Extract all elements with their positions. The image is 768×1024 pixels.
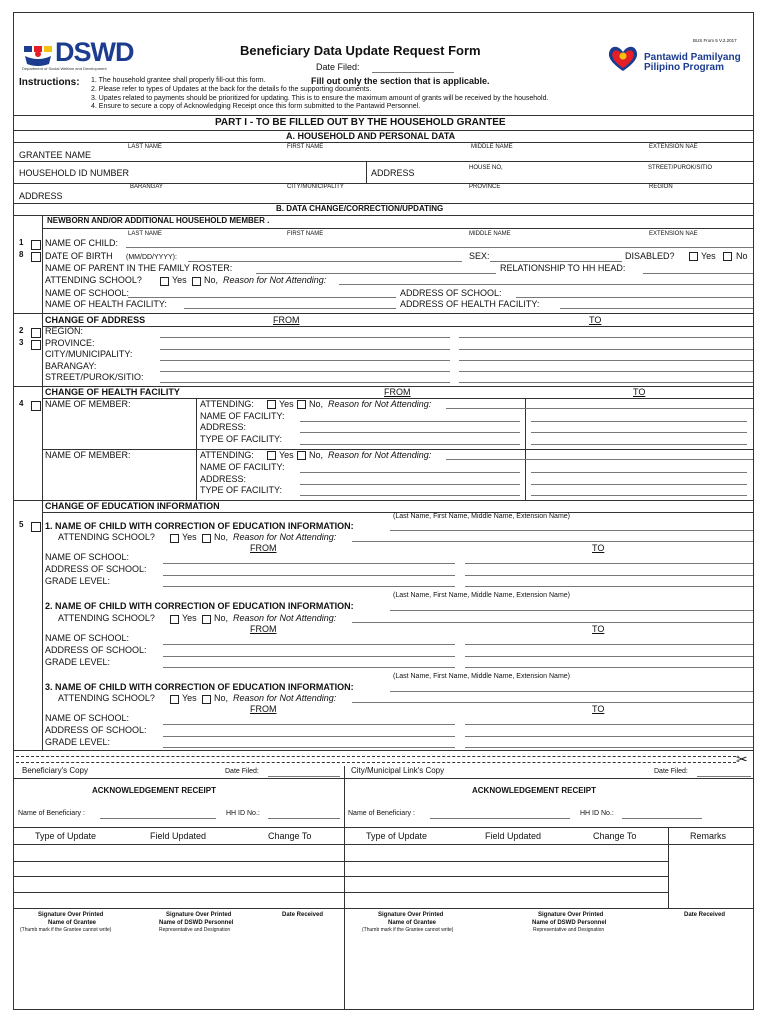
hf-from-field-2a[interactable] — [300, 472, 520, 473]
item-number-5: 5 — [19, 520, 24, 529]
hf-to-field-1c[interactable] — [531, 444, 747, 445]
ben-date-filed-field[interactable] — [268, 776, 340, 777]
edu-hint-1: (Last Name, First Name, Middle Name, Extension Name) — [393, 513, 570, 520]
cut-line-1 — [16, 756, 736, 757]
edu-reason-field-1[interactable] — [352, 541, 753, 542]
sex-field[interactable] — [490, 261, 622, 262]
edu-grade-label-1: GRADE LEVEL: — [45, 576, 111, 586]
item-number-4: 4 — [19, 399, 24, 408]
address-checkbox-3[interactable] — [31, 340, 41, 350]
item-number-1: 1 — [19, 238, 24, 247]
child-last-name-header: LAST NAME — [128, 231, 162, 237]
edu-hint-3: (Last Name, First Name, Middle Name, Extension Name) — [393, 673, 570, 680]
ben-sig2-line3: Representative and Designation — [159, 927, 231, 933]
addr-to-field-2[interactable] — [459, 349, 753, 350]
edu-from-2: FROM — [250, 624, 277, 634]
hf-attending-yes-checkbox-1[interactable] — [267, 400, 276, 409]
grantee-first-name-header: FIRST NAME — [287, 144, 324, 150]
change-edu-title: CHANGE OF EDUCATION INFORMATION — [45, 501, 220, 511]
newborn-hf-addr-label: ADDRESS OF HEALTH FACILITY: — [400, 299, 540, 309]
newborn-title: NEWBORN AND/OR ADDITIONAL HOUSEHOLD MEMBER . — [47, 216, 270, 225]
edu-school-label-1: NAME OF SCHOOL: — [45, 552, 130, 562]
link-date-filed-field[interactable] — [697, 776, 751, 777]
link-date-received: Date Received — [684, 912, 726, 918]
date-filed-field[interactable] — [372, 72, 454, 73]
edu-checkbox-5[interactable] — [31, 522, 41, 532]
link-ack-title: ACKNOWLEDGEMENT RECEIPT — [472, 786, 596, 795]
edu-to-field-1b[interactable] — [465, 575, 753, 576]
addr-from-field-1[interactable] — [160, 337, 450, 338]
grantee-ext-name-header: EXTENSION NAE — [649, 144, 698, 150]
hf-reason-label-1: Reason for Not Attending: — [328, 399, 432, 409]
edu-child-3-label: 3. NAME OF CHILD WITH CORRECTION OF EDUCATION INFORMATION: — [45, 682, 354, 692]
address-checkbox-2[interactable] — [31, 328, 41, 338]
change-hf-from: FROM — [384, 387, 411, 397]
ben-ack-title: ACKNOWLEDGEMENT RECEIPT — [92, 786, 216, 795]
address-label: ADDRESS — [371, 168, 415, 178]
region-label: REGION: — [45, 326, 84, 336]
instruction-1a: 1. The household grantee shall properly fill-out this form. — [91, 77, 266, 84]
section-a-title: A. HOUSEHOLD AND PERSONAL DATA — [286, 131, 456, 141]
dswd-logo-text: DSWD — [55, 37, 134, 67]
instruction-4: 4. Ensure to secure a copy of Acknowledging Receipt once this form submitted to the Pantawid Personnel. — [91, 103, 421, 110]
instruction-3: 3. Upates related to payments should be prioritized for updating. This is to ensure the maximum amount of grants will be received by the household. — [91, 95, 549, 102]
region-header: REGION — [649, 184, 673, 190]
barangay-label: BARANGAY: — [45, 361, 97, 371]
ben-hhid-label: HH ID No.: — [226, 810, 260, 817]
address-label-2: ADDRESS — [19, 191, 63, 201]
edu-school-label-2: NAME OF SCHOOL: — [45, 633, 130, 643]
edu-child-1-field[interactable] — [390, 530, 753, 531]
city-header: CITY/MUNICIPALITY — [287, 184, 344, 190]
link-remarks-header: Remarks — [690, 831, 727, 841]
ben-field-header: Field Updated — [150, 831, 207, 841]
beneficiary-copy-label: Beneficiary's Copy — [22, 766, 88, 775]
edu-attending-label-1: ATTENDING SCHOOL? — [58, 532, 155, 542]
hf-from-field-2c[interactable] — [300, 495, 520, 496]
grantee-last-name-header: LAST NAME — [128, 144, 162, 150]
edu-to-3: TO — [592, 704, 605, 714]
newborn-school-label: NAME OF SCHOOL: — [45, 288, 130, 298]
ben-sig1-line2: Name of Grantee — [48, 920, 97, 926]
dob-label: DATE OF BIRTH — [45, 251, 113, 261]
province-label: PROVINCE: — [45, 338, 95, 348]
hf-attending-no-label-1: No, — [309, 399, 324, 409]
addr-to-field-4[interactable] — [459, 371, 753, 372]
ben-name-label: Name of Beneficiary : — [18, 810, 85, 817]
edu-to-field-2b[interactable] — [465, 656, 753, 657]
addr-from-field-3[interactable] — [160, 360, 450, 361]
edu-reason-label-1: Reason for Not Attending: — [233, 532, 337, 542]
link-name-field[interactable] — [430, 818, 570, 819]
addr-to-field-5[interactable] — [459, 382, 753, 383]
grantee-name-label: GRANTEE NAME — [19, 150, 92, 160]
link-sig1-line1: Signature Over Printed — [378, 912, 444, 918]
hf-attending-no-label-2: No, — [309, 450, 324, 460]
hf-address-label-1: ADDRESS: — [200, 422, 247, 432]
newborn-checkbox-1[interactable] — [31, 240, 41, 250]
section-b-title: B. DATA CHANGE/CORRECTION/UPDATING — [276, 204, 444, 213]
edu-attending-no-label-1: No, — [214, 532, 229, 542]
edu-attending-no-label-3: No, — [214, 693, 229, 703]
newborn-attending-no-label: No, — [204, 275, 219, 285]
ben-change-header: Change To — [268, 831, 312, 841]
ben-date-filed-label: Date Filed: — [225, 768, 259, 775]
disabled-no-label: No — [736, 251, 748, 261]
addr-from-field-5[interactable] — [160, 382, 450, 383]
edu-attending-no-checkbox-1[interactable] — [202, 534, 211, 543]
child-name-label: NAME OF CHILD: — [45, 238, 119, 248]
disabled-yes-checkbox[interactable] — [689, 252, 698, 261]
scissors-icon: ✂ — [736, 751, 748, 767]
hf-attending-yes-label-2: Yes — [279, 450, 294, 460]
edu-child-2-field[interactable] — [390, 610, 753, 611]
newborn-attending-yes-checkbox[interactable] — [160, 277, 169, 286]
pantawid-line2: Pilipino Program — [644, 62, 725, 73]
addr-to-field-1[interactable] — [459, 337, 753, 338]
hf-reason-field-2[interactable] — [446, 459, 753, 460]
ben-sig2-line1: Signature Over Printed — [166, 912, 232, 918]
pantawid-line1: Pantawid Pamilyang — [644, 52, 741, 63]
item-number-3: 3 — [19, 338, 24, 347]
street-label: STREET/PUROK/SITIO: — [45, 372, 144, 382]
link-sig1-line2: Name of Grantee — [388, 920, 437, 926]
pantawid-logo — [606, 44, 640, 72]
hf-attending-yes-label-1: Yes — [279, 399, 294, 409]
hf-type-label-2: TYPE OF FACILITY: — [200, 485, 283, 495]
edu-from-field-1c[interactable] — [163, 586, 455, 587]
link-type-header: Type of Update — [366, 831, 428, 841]
instruction-1b: Fill out only the section that is applicable. — [311, 76, 490, 86]
edu-to-field-1a[interactable] — [465, 563, 753, 564]
newborn-hf-label: NAME OF HEALTH FACILITY: — [45, 299, 167, 309]
grantee-middle-name-header: MIDDLE NAME — [471, 144, 513, 150]
hf-member-label-1: NAME OF MEMBER: — [45, 399, 131, 409]
instruction-2: 2. Please refer to types of Updates at the back for the details fo the supporting documents. — [91, 86, 372, 93]
edu-to-field-3a[interactable] — [465, 724, 753, 725]
newborn-attending-yes-label: Yes — [172, 275, 187, 285]
hf-to-field-1a[interactable] — [531, 421, 747, 422]
addr-from-field-2[interactable] — [160, 349, 450, 350]
part1-title: PART I - TO BE FILLED OUT BY THE HOUSEHOLD GRANTEE — [215, 117, 506, 128]
date-filed-label: Date Filed: — [316, 62, 360, 72]
edu-reason-label-3: Reason for Not Attending: — [233, 693, 337, 703]
street-header: STREET/PUROK/SITIO — [648, 165, 713, 171]
edu-grade-label-2: GRADE LEVEL: — [45, 657, 111, 667]
hf-attending-label-1: ATTENDING: — [200, 399, 254, 409]
link-change-header: Change To — [593, 831, 637, 841]
ben-type-header: Type of Update — [35, 831, 97, 841]
link-sig1-line3: (Thumb mark if the Grantee cannot write) — [362, 927, 454, 933]
edu-child-3-field[interactable] — [390, 691, 753, 692]
hf-to-field-1b[interactable] — [531, 432, 747, 433]
newborn-hf-addr-field[interactable] — [560, 308, 753, 309]
edu-to-field-3c[interactable] — [465, 747, 753, 748]
hf-address-label-2: ADDRESS: — [200, 474, 247, 484]
newborn-attending-no-checkbox[interactable] — [192, 277, 201, 286]
province-header: PROVINCE — [469, 184, 501, 190]
link-copy-label: City/Municipal Link's Copy — [351, 766, 445, 775]
edu-to-1: TO — [592, 543, 605, 553]
dswd-logo — [22, 42, 54, 68]
disabled-yes-label: Yes — [701, 251, 716, 261]
ben-sig1-line3: (Thumb mark if the Grantee cannot write) — [20, 927, 112, 933]
hf-attending-no-checkbox-2[interactable] — [297, 451, 306, 460]
edu-from-3: FROM — [250, 704, 277, 714]
edu-attending-yes-label-1: Yes — [182, 532, 197, 542]
edu-from-field-1a[interactable] — [163, 563, 455, 564]
newborn-reason-field[interactable] — [339, 284, 753, 285]
edu-from-field-3b[interactable] — [163, 736, 455, 737]
change-address-from: FROM — [273, 315, 300, 325]
newborn-school-addr-field[interactable] — [516, 297, 753, 298]
barangay-header: BARANGAY — [130, 184, 163, 190]
newborn-school-addr-label: ADDRESS OF SCHOOL: — [400, 288, 502, 298]
item-number-2: 2 — [19, 326, 24, 335]
ben-hhid-field[interactable] — [268, 818, 340, 819]
hf-from-field-1c[interactable] — [300, 444, 520, 445]
link-hhid-label: HH ID No.: — [580, 810, 614, 817]
link-sig2-line1: Signature Over Printed — [538, 912, 604, 918]
newborn-school-field[interactable] — [128, 297, 396, 298]
dob-format: (MM/DD/YYYY): — [126, 254, 177, 261]
edu-hint-2: (Last Name, First Name, Middle Name, Extension Name) — [393, 592, 570, 599]
item-number-8: 8 — [19, 250, 24, 259]
hf-to-field-2a[interactable] — [531, 472, 747, 473]
cut-line-2 — [16, 762, 736, 763]
newborn-checkbox-8[interactable] — [31, 252, 41, 262]
hf-attending-no-checkbox-1[interactable] — [297, 400, 306, 409]
hf-to-field-2c[interactable] — [531, 495, 747, 496]
edu-addr-label-2: ADDRESS OF SCHOOL: — [45, 645, 147, 655]
edu-from-1: FROM — [250, 543, 277, 553]
edu-attending-yes-label-3: Yes — [182, 693, 197, 703]
newborn-reason-label: Reason for Not Attending: — [223, 275, 327, 285]
addr-to-field-3[interactable] — [459, 360, 753, 361]
edu-to-field-1c[interactable] — [465, 586, 753, 587]
dswd-subtitle: Department of Social Welfare and Development — [22, 66, 107, 71]
child-first-name-header: FIRST NAME — [287, 231, 324, 237]
edu-attending-no-checkbox-2[interactable] — [202, 615, 211, 624]
link-field-header: Field Updated — [485, 831, 542, 841]
edu-from-field-3a[interactable] — [163, 724, 455, 725]
form-code: BUS From 5 V.2.2017 — [693, 38, 737, 43]
change-address-to: TO — [589, 315, 602, 325]
hf-reason-field-1[interactable] — [446, 408, 753, 409]
edu-attending-no-label-2: No, — [214, 613, 229, 623]
hf-facility-label-2: NAME OF FACILITY: — [200, 462, 285, 472]
edu-from-field-3c[interactable] — [163, 747, 455, 748]
parent-name-label: NAME OF PARENT IN THE FAMILY ROSTER: — [45, 263, 233, 273]
disabled-no-checkbox[interactable] — [723, 252, 732, 261]
edu-grade-label-3: GRADE LEVEL: — [45, 737, 111, 747]
hf-attending-yes-checkbox-2[interactable] — [267, 451, 276, 460]
edu-child-2-label: 2. NAME OF CHILD WITH CORRECTION OF EDUCATION INFORMATION: — [45, 601, 354, 611]
ben-date-received: Date Received — [282, 912, 324, 918]
edu-attending-no-checkbox-3[interactable] — [202, 695, 211, 704]
edu-to-field-2c[interactable] — [465, 667, 753, 668]
hf-type-label-1: TYPE OF FACILITY: — [200, 434, 283, 444]
edu-attending-label-3: ATTENDING SCHOOL? — [58, 693, 155, 703]
link-sig2-line3: Representative and Designation — [533, 927, 605, 933]
house-no-header: HOUSE NO, — [469, 165, 503, 171]
edu-from-field-2b[interactable] — [163, 656, 455, 657]
edu-attending-label-2: ATTENDING SCHOOL? — [58, 613, 155, 623]
newborn-attending-label: ATTENDING SCHOOL? — [45, 275, 142, 285]
change-hf-title: CHANGE OF HEALTH FACILITY — [45, 387, 180, 397]
link-date-filed-label: Date Filed: — [654, 768, 688, 775]
link-hhid-field[interactable] — [622, 818, 702, 819]
child-middle-name-header: MIDDLE NAME — [469, 231, 511, 237]
newborn-hf-field[interactable] — [184, 308, 396, 309]
edu-reason-field-2[interactable] — [352, 622, 753, 623]
edu-to-field-3b[interactable] — [465, 736, 753, 737]
hf-from-field-1b[interactable] — [300, 432, 520, 433]
edu-reason-label-2: Reason for Not Attending: — [233, 613, 337, 623]
edu-addr-label-1: ADDRESS OF SCHOOL: — [45, 564, 147, 574]
hf-from-field-2b[interactable] — [300, 484, 520, 485]
hf-reason-label-2: Reason for Not Attending: — [328, 450, 432, 460]
hf-to-field-2b[interactable] — [531, 484, 747, 485]
edu-attending-yes-checkbox-1[interactable] — [170, 534, 179, 543]
hf-checkbox-4[interactable] — [31, 401, 41, 411]
hf-member-label-2: NAME OF MEMBER: — [45, 450, 131, 460]
edu-reason-field-3[interactable] — [352, 702, 753, 703]
city-label: CITY/MUNICIPALITY: — [45, 349, 133, 359]
child-name-field[interactable] — [126, 247, 753, 248]
change-hf-to: TO — [633, 387, 646, 397]
ben-sig2-line2: Name of DSWD Personnel — [159, 920, 234, 926]
edu-attending-yes-label-2: Yes — [182, 613, 197, 623]
addr-from-field-4[interactable] — [160, 371, 450, 372]
relationship-field[interactable] — [643, 273, 753, 274]
relationship-label: RELATIONSHIP TO HH HEAD: — [500, 263, 626, 273]
edu-to-field-2a[interactable] — [465, 644, 753, 645]
hf-attending-label-2: ATTENDING: — [200, 450, 254, 460]
change-address-title: CHANGE OF ADDRESS — [45, 315, 146, 325]
disabled-label: DISABLED? — [625, 251, 675, 261]
hf-from-field-1a[interactable] — [300, 421, 520, 422]
edu-to-2: TO — [592, 624, 605, 634]
edu-from-field-1b[interactable] — [163, 575, 455, 576]
ben-name-field[interactable] — [100, 818, 216, 819]
link-name-label: Name of Beneficiary : — [348, 810, 415, 817]
sex-label: SEX: — [469, 251, 490, 261]
edu-child-1-label: 1. NAME OF CHILD WITH CORRECTION OF EDUCATION INFORMATION: — [45, 521, 354, 531]
edu-school-label-3: NAME OF SCHOOL: — [45, 713, 130, 723]
parent-name-field[interactable] — [256, 273, 496, 274]
edu-attending-yes-checkbox-2[interactable] — [170, 615, 179, 624]
edu-from-field-2a[interactable] — [163, 644, 455, 645]
edu-from-field-2c[interactable] — [163, 667, 455, 668]
child-ext-name-header: EXTENSION NAE — [649, 231, 698, 237]
edu-addr-label-3: ADDRESS OF SCHOOL: — [45, 725, 147, 735]
link-sig2-line2: Name of DSWD Personnel — [532, 920, 607, 926]
dob-field[interactable] — [188, 261, 462, 262]
ben-sig1-line1: Signature Over Printed — [38, 912, 104, 918]
edu-attending-yes-checkbox-3[interactable] — [170, 695, 179, 704]
instructions-label: Instructions: — [19, 77, 80, 88]
household-id-label: HOUSEHOLD ID NUMBER — [19, 168, 130, 178]
page-title: Beneficiary Data Update Request Form — [240, 43, 481, 58]
hf-facility-label-1: NAME OF FACILITY: — [200, 411, 285, 421]
